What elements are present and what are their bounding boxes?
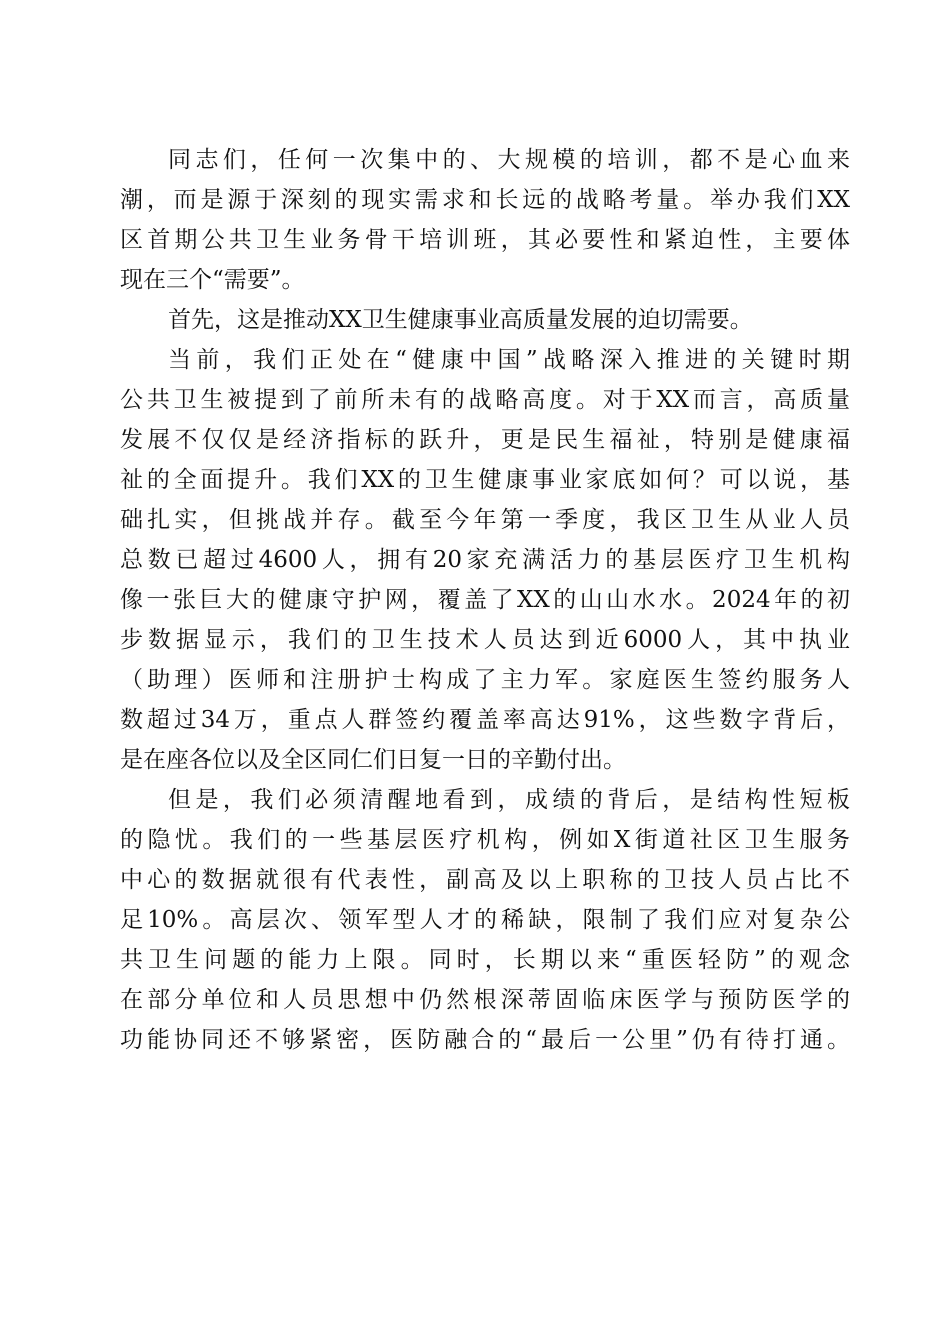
paragraph-3-line-3: 发展不仅仅是经济指标的跃升，更是民生福祉，特别是健康福	[120, 427, 850, 453]
paragraph-3-line-7: 像一张巨大的健康守护网，覆盖了XX的山山水水。2024年的初	[120, 587, 850, 613]
paragraph-3-line-9: （助理）医师和注册护士构成了主力军。家庭医生签约服务人	[120, 667, 850, 693]
paragraph-4-line-3: 中心的数据就很有代表性，副高及以上职称的卫技人员占比不	[120, 867, 850, 893]
paragraph-4-line-2: 的隐忧。我们的一些基层医疗机构，例如X街道社区卫生服务	[120, 827, 850, 853]
paragraph-4-line-1: 但是，我们必须清醒地看到，成绩的背后，是结构性短板	[168, 787, 850, 813]
paragraph-3-line-5: 础扎实，但挑战并存。截至今年第一季度，我区卫生从业人员	[120, 507, 850, 533]
document-body	[120, 140, 850, 1060]
paragraph-2-line-1: 首先，这是推动XX卫生健康事业高质量发展的迫切需要。	[168, 307, 753, 333]
paragraph-1-line-3: 区首期公共卫生业务骨干培训班，其必要性和紧迫性，主要体	[120, 227, 850, 253]
paragraph-4-line-4: 足10%。高层次、领军型人才的稀缺，限制了我们应对复杂公	[120, 907, 850, 933]
paragraph-3-line-8: 步数据显示，我们的卫生技术人员达到近6000人，其中执业	[120, 627, 850, 653]
paragraph-1-line-2: 潮，而是源于深刻的现实需求和长远的战略考量。举办我们XX	[120, 187, 850, 213]
paragraph-4-line-5: 共卫生问题的能力上限。同时，长期以来“重医轻防”的观念	[120, 947, 850, 973]
paragraph-1-line-4: 现在三个“需要”。	[120, 267, 305, 293]
paragraph-1-line-1: 同志们，任何一次集中的、大规模的培训，都不是心血来	[168, 147, 850, 173]
paragraph-3-line-4: 祉的全面提升。我们XX的卫生健康事业家底如何？可以说，基	[120, 467, 850, 493]
paragraph-4-line-7: 功能协同还不够紧密，医防融合的“最后一公里”仍有待打通。	[120, 1027, 850, 1053]
paragraph-3-line-11: 是在座各位以及全区同仁们日复一日的辛勤付出。	[120, 747, 626, 773]
paragraph-4-line-6: 在部分单位和人员思想中仍然根深蒂固临床医学与预防医学的	[120, 987, 850, 1013]
paragraph-3-line-2: 公共卫生被提到了前所未有的战略高度。对于XX而言，高质量	[120, 387, 850, 413]
paragraph-3-line-10: 数超过34万，重点人群签约覆盖率高达91%，这些数字背后，	[120, 707, 850, 733]
paragraph-3-line-1: 当前，我们正处在“健康中国”战略深入推进的关键时期	[168, 347, 850, 373]
paragraph-3-line-6: 总数已超过4600人，拥有20家充满活力的基层医疗卫生机构	[120, 547, 850, 573]
